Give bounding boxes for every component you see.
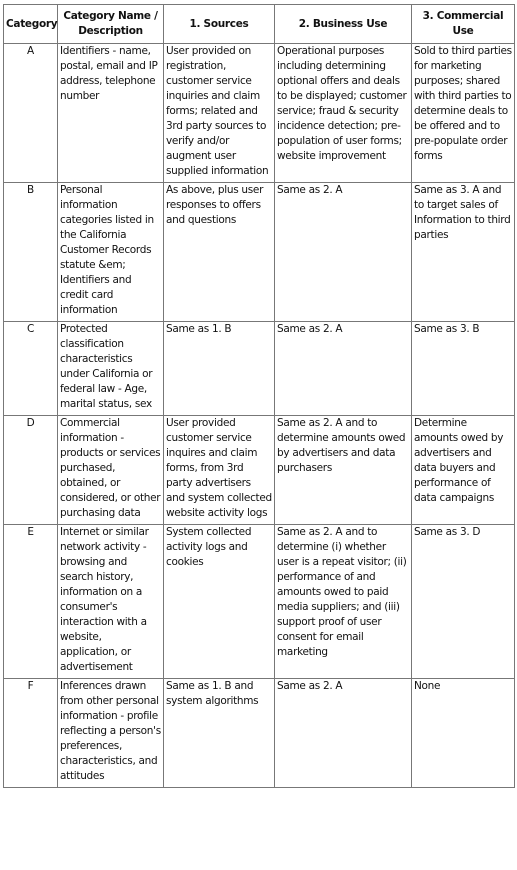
table-row	[4, 525, 515, 679]
cell-category: D	[4, 416, 58, 525]
data-categories-table	[3, 4, 515, 788]
cell-category-name: Inferences drawn from other personal information - profile reflecting a person's preferences, characteristics, and attitudes	[58, 679, 164, 788]
table-row	[4, 183, 515, 322]
table-row	[4, 322, 515, 416]
cell-sources: Same as 1. B and system algorithms	[164, 679, 275, 788]
cell-commercial-use: Same as 3. B	[412, 322, 515, 416]
header-commercial-use: 3. Commercial Use	[412, 5, 515, 44]
cell-business-use: Same as 2. A and to determine amounts owed by advertisers and data purchasers	[275, 416, 412, 525]
table-row	[4, 416, 515, 525]
header-business-use: 2. Business Use	[275, 5, 412, 44]
cell-commercial-use: Determine amounts owed by advertisers and data buyers and performance of data campaigns	[412, 416, 515, 525]
cell-category-name: Internet or similar network activity - browsing and search history, information on a consumer's interaction with a website, application, or advertisement	[58, 525, 164, 679]
cell-business-use: Same as 2. A	[275, 322, 412, 416]
cell-category: E	[4, 525, 58, 679]
document-page	[3, 4, 515, 788]
cell-sources: User provided on registration, customer service inquiries and claim forms; related and 3rd party sources to verify and/or augment user supplied information	[164, 44, 275, 183]
cell-sources: User provided customer service inquires and claim forms, from 3rd party advertisers and system collected website activity logs	[164, 416, 275, 525]
cell-category-name: Protected classification characteristics under California or federal law - Age, marital status, sex	[58, 322, 164, 416]
cell-business-use: Same as 2. A and to determine (i) whether user is a repeat visitor; (ii) performance of and amounts owed to paid media suppliers; and (iii) support proof of user consent for email marketing	[275, 525, 412, 679]
cell-category: F	[4, 679, 58, 788]
cell-business-use: Same as 2. A	[275, 679, 412, 788]
cell-sources: As above, plus user responses to offers and questions	[164, 183, 275, 322]
table-row	[4, 44, 515, 183]
header-category: Category	[4, 5, 58, 44]
cell-category: A	[4, 44, 58, 183]
cell-category-name: Commercial information - products or services purchased, obtained, or considered, or other purchasing data	[58, 416, 164, 525]
cell-business-use: Operational purposes including determining optional offers and deals to be displayed; customer service; fraud & security incidence detection; pre-population of user forms; website improvement	[275, 44, 412, 183]
header-sources: 1. Sources	[164, 5, 275, 44]
header-category-name: Category Name / Description	[58, 5, 164, 44]
cell-business-use: Same as 2. A	[275, 183, 412, 322]
cell-category: C	[4, 322, 58, 416]
cell-category: B	[4, 183, 58, 322]
cell-category-name: Identifiers - name, postal, email and IP address, telephone number	[58, 44, 164, 183]
table-header-row	[4, 5, 515, 44]
cell-commercial-use: Same as 3. A and to target sales of Information to third parties	[412, 183, 515, 322]
cell-sources: Same as 1. B	[164, 322, 275, 416]
cell-sources: System collected activity logs and cookies	[164, 525, 275, 679]
cell-commercial-use: None	[412, 679, 515, 788]
table-row	[4, 679, 515, 788]
cell-category-name: Personal information categories listed in the California Customer Records statute &em; Identifiers and credit card information	[58, 183, 164, 322]
cell-commercial-use: Same as 3. D	[412, 525, 515, 679]
cell-commercial-use: Sold to third parties for marketing purposes; shared with third parties to determine deals to be offered and to pre-populate order forms	[412, 44, 515, 183]
